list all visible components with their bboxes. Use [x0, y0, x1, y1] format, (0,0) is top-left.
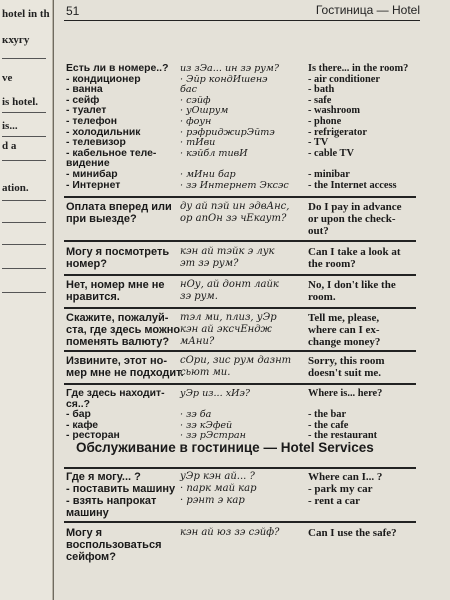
english-cell: Is there... in the room? - air conditioner - bath - safe - washroom - phone - refrigerator - TV - cable TV - minibar - the Internet access	[308, 63, 409, 191]
english-cell: Can I use the safe?	[308, 527, 397, 539]
row-divider	[64, 274, 416, 276]
english-cell: Where is... here? - the bar - the cafe - the restaurant	[308, 388, 383, 442]
prev-page-rule	[2, 292, 46, 293]
english-cell: Do I pay in advance or upon the check- out?	[308, 201, 402, 237]
english-cell: No, I don't like the room.	[308, 279, 396, 303]
russian-cell: Извините, этот но- мер мне не подходит.	[66, 355, 184, 379]
russian-cell: Могу я посмотреть номер?	[66, 246, 170, 270]
prev-page-rule	[2, 222, 46, 223]
prev-page-rule	[2, 244, 46, 245]
russian-cell: Нет, номер мне не нравится.	[66, 279, 165, 303]
transcription-cell: ду ай пэй ин эдвАнс, ор апОн зэ чЕкаут?	[180, 201, 290, 224]
prev-page-snippet: is hotel.	[2, 96, 39, 108]
russian-cell: Есть ли в номере..? - кондиционер - ванна - сейф - туалет - телефон - холодильник - телевизор - кабельное теле- видение - минибар - Интернет	[66, 63, 169, 191]
russian-cell: Где здесь находит- ся..? - бар - кафе - ресторан	[66, 388, 165, 442]
english-cell: Where can I... ? - park my car - rent a car	[308, 471, 383, 507]
row-divider	[64, 521, 416, 523]
prev-page-rule	[2, 58, 46, 59]
prev-page-rule	[2, 136, 46, 137]
russian-cell: Оплата вперед или при выезде?	[66, 201, 172, 225]
transcription-cell: из зЭа... ин зэ рум? · Эйр кондИшенэ бас · сэйф · уОшрум · фоун · рэфриджирЭйтэ · тИви · кэйбл тивИ · мИни бар · зэ Интернет Эксэс	[180, 63, 289, 191]
row-divider	[64, 307, 416, 309]
english-cell: Sorry, this room doesn't suit me.	[308, 355, 385, 379]
prev-page-snippet: is...	[2, 120, 18, 132]
page-number: 51	[66, 4, 80, 18]
transcription-cell: уЭр из... хИэ? · зэ ба · зэ кЭфей · зэ рЭстран	[180, 388, 250, 442]
transcription-cell: сОри, зис рум дазнт сьют ми.	[180, 355, 292, 378]
prev-page-snippet: hotel in th	[2, 8, 50, 20]
prev-page-snippet: ve	[2, 72, 13, 84]
english-cell: Tell me, please, where can I ex- change money?	[308, 312, 381, 348]
prev-page-snippet: d a	[2, 140, 17, 152]
transcription-cell: кэн ай юз зэ сэйф?	[180, 527, 280, 538]
prev-page-snippet: кхугу	[2, 34, 30, 46]
prev-page-rule	[2, 200, 46, 201]
transcription-cell: нОу, ай донт лайк зэ рум.	[180, 279, 279, 302]
running-header: Гостиница — Hotel	[315, 3, 420, 17]
russian-cell: Могу я воспользоваться сейфом?	[66, 527, 162, 563]
english-cell: Can I take a look at the room?	[308, 246, 401, 270]
prev-page-rule	[2, 112, 46, 113]
transcription-cell: уЭр кэн ай... ? · парк май кар · рэнт э кар	[180, 471, 257, 506]
row-divider	[64, 467, 416, 469]
row-divider	[64, 383, 416, 385]
prev-page-rule	[2, 160, 46, 161]
prev-page-rule	[2, 268, 46, 269]
transcription-cell: кэн ай тэйк э лук эт зэ рум?	[180, 246, 275, 269]
book-page	[54, 0, 450, 600]
russian-cell: Где я могу... ? - поставить машину - взять напрокат машину	[66, 471, 176, 519]
header-rule	[64, 20, 420, 21]
russian-cell: Скажите, пожалуй- ста, где здесь можно поменять валюту?	[66, 312, 181, 348]
section-title: Обслуживание в гостинице — Hotel Services	[76, 440, 374, 455]
previous-page-edge	[0, 0, 53, 600]
row-divider	[64, 196, 416, 198]
row-divider	[64, 350, 416, 352]
prev-page-snippet: ation.	[2, 182, 29, 194]
row-divider	[64, 240, 416, 242]
transcription-cell: тэл ми, плиз, уЭр кэн ай эксчЕндж мАни?	[180, 312, 277, 347]
